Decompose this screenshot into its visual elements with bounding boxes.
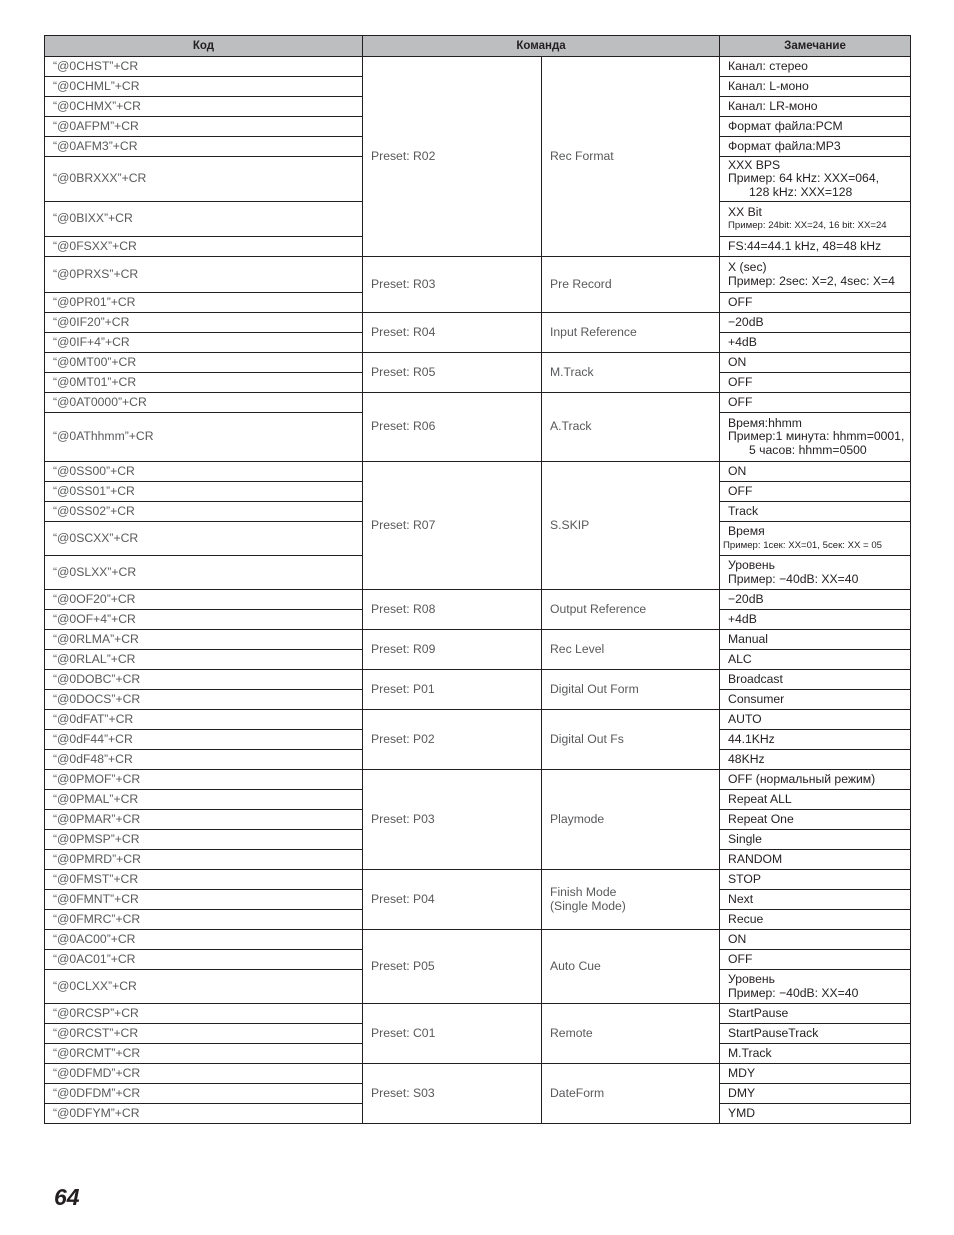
code-cell: “@0BIXX”+CR	[45, 202, 363, 237]
note-line: +4dB	[728, 611, 757, 626]
note-cell	[720, 353, 911, 373]
code-cell: “@0dF44”+CR	[45, 730, 363, 750]
note-cell	[720, 830, 911, 850]
note-cell	[720, 393, 911, 413]
note-line: Recue	[728, 911, 764, 926]
note-cell	[720, 97, 911, 117]
note-cell	[720, 910, 911, 930]
preset-cell: Preset: S03	[363, 1064, 542, 1124]
preset-cell: Preset: R02	[363, 57, 542, 257]
code-cell: “@0FMST”+CR	[45, 870, 363, 890]
note-line: −20dB	[728, 314, 764, 329]
note-cell	[720, 690, 911, 710]
note-cell	[720, 1064, 911, 1084]
code-cell: “@0PMOF”+CR	[45, 770, 363, 790]
code-cell: “@0SLXX”+CR	[45, 556, 363, 590]
code-cell: “@0MT00”+CR	[45, 353, 363, 373]
note-line: Next	[728, 891, 754, 906]
note-cell	[720, 333, 911, 353]
code-cell: “@0DFMD”+CR	[45, 1064, 363, 1084]
function-cell: Playmode	[542, 770, 720, 870]
note-cell	[720, 950, 911, 970]
note-line: Канал: стерео	[728, 58, 808, 73]
note-line: StartPauseTrack	[728, 1025, 819, 1040]
table-row	[45, 393, 911, 413]
code-cell: “@0PMAR”+CR	[45, 810, 363, 830]
code-cell: “@0RLMA”+CR	[45, 630, 363, 650]
note-cell	[720, 1024, 911, 1044]
note-line: XXX BPS	[728, 157, 781, 172]
preset-cell: Preset: P05	[363, 930, 542, 1004]
note-cell	[720, 502, 911, 522]
note-cell	[720, 870, 911, 890]
note-line: FS:44=44.1 kHz, 48=48 kHz	[728, 238, 882, 253]
code-cell: “@0CLXX”+CR	[45, 970, 363, 1004]
note-line: M.Track	[728, 1045, 772, 1060]
note-cell	[720, 77, 911, 97]
note-cell	[720, 313, 911, 333]
table-row	[45, 353, 911, 373]
note-line: Канал: L-моно	[728, 78, 809, 93]
note-line: Single	[728, 831, 762, 846]
preset-cell: Preset: P02	[363, 710, 542, 770]
preset-cell: Preset: R03	[363, 257, 542, 313]
note-cell	[720, 670, 911, 690]
note-cell	[720, 1084, 911, 1104]
table-row	[45, 1064, 911, 1084]
note-line: StartPause	[728, 1005, 789, 1020]
code-cell: “@0DFDM”+CR	[45, 1084, 363, 1104]
note-cell	[720, 157, 911, 202]
function-cell: A.Track	[542, 393, 720, 462]
note-line: −20dB	[728, 591, 764, 606]
table-body	[45, 57, 911, 1124]
header-command: Команда	[363, 36, 720, 57]
function-cell: Rec Level	[542, 630, 720, 670]
note-cell	[720, 257, 911, 293]
code-cell: “@0AThhmm”+CR	[45, 413, 363, 462]
note-cell	[720, 770, 911, 790]
code-cell: “@0AC01”+CR	[45, 950, 363, 970]
note-line: MDY	[728, 1065, 756, 1080]
function-cell: Output Reference	[542, 590, 720, 630]
code-cell: “@0dF48”+CR	[45, 750, 363, 770]
note-cell	[720, 1104, 911, 1124]
note-line: OFF	[728, 483, 753, 498]
note-cell	[720, 630, 911, 650]
note-line: 44.1KHz	[728, 731, 775, 746]
function-cell: DateForm	[542, 1064, 720, 1124]
function-cell: Auto Cue	[542, 930, 720, 1004]
note-line: Пример: 24bit: XX=24, 16 bit: XX=24	[728, 220, 887, 231]
code-cell: “@0BRXXX”+CR	[45, 157, 363, 202]
code-cell: “@0PMSP”+CR	[45, 830, 363, 850]
table-row	[45, 1004, 911, 1024]
function-cell: Pre Record	[542, 257, 720, 313]
note-line: YMD	[728, 1105, 756, 1120]
note-line: XX Bit	[728, 204, 762, 219]
table-header-row	[45, 36, 911, 57]
code-cell: “@0FSXX”+CR	[45, 237, 363, 257]
note-cell	[720, 750, 911, 770]
code-cell: “@0IF20”+CR	[45, 313, 363, 333]
note-line: OFF	[728, 374, 753, 389]
table-row	[45, 257, 911, 293]
command-table	[44, 35, 911, 1124]
table-row	[45, 57, 911, 77]
note-cell	[720, 117, 911, 137]
code-cell: “@0OF20”+CR	[45, 590, 363, 610]
code-cell: “@0dFAT”+CR	[45, 710, 363, 730]
note-line: RANDOM	[728, 851, 783, 866]
code-cell: “@0RLAL”+CR	[45, 650, 363, 670]
table-row	[45, 630, 911, 650]
note-line: ON	[728, 463, 747, 478]
note-cell	[720, 970, 911, 1004]
code-cell: “@0MT01”+CR	[45, 373, 363, 393]
code-cell: “@0OF+4”+CR	[45, 610, 363, 630]
header-code: Код	[45, 36, 363, 57]
code-cell: “@0FMRC”+CR	[45, 910, 363, 930]
preset-cell: Preset: R05	[363, 353, 542, 393]
code-cell: “@0DFYM”+CR	[45, 1104, 363, 1124]
note-cell	[720, 790, 911, 810]
note-cell	[720, 590, 911, 610]
note-cell	[720, 1004, 911, 1024]
code-cell: “@0SS00”+CR	[45, 462, 363, 482]
code-cell: “@0SS01”+CR	[45, 482, 363, 502]
note-line: Пример: −40dB: XX=40	[728, 571, 859, 586]
code-cell: “@0CHML”+CR	[45, 77, 363, 97]
code-cell: “@0DOBC”+CR	[45, 670, 363, 690]
note-line: X (sec)	[728, 260, 767, 274]
note-line: DMY	[728, 1085, 756, 1100]
note-line: Repeat One	[728, 811, 794, 826]
note-line: Время:hhmm	[728, 415, 802, 430]
table-row	[45, 313, 911, 333]
header-note: Замечание	[720, 36, 911, 57]
note-line: Уровень	[728, 558, 775, 572]
note-cell	[720, 810, 911, 830]
code-cell: “@0AC00”+CR	[45, 930, 363, 950]
code-cell: “@0PMAL”+CR	[45, 790, 363, 810]
note-line: OFF (нормальный режим)	[728, 771, 876, 786]
note-line: +4dB	[728, 334, 757, 349]
note-cell	[720, 482, 911, 502]
note-line: Формат файла:PCM	[728, 118, 843, 133]
note-line: Формат файла:MP3	[728, 138, 841, 153]
note-cell	[720, 930, 911, 950]
code-cell: “@0DOCS”+CR	[45, 690, 363, 710]
note-cell	[720, 850, 911, 870]
code-cell: “@0SCXX”+CR	[45, 522, 363, 556]
note-line: Пример: 2sec: X=2, 4sec: X=4	[728, 273, 895, 288]
note-line: Broadcast	[728, 671, 783, 686]
note-line: ON	[728, 354, 747, 369]
note-line: OFF	[728, 951, 753, 966]
code-cell: “@0IF+4”+CR	[45, 333, 363, 353]
function-cell: M.Track	[542, 353, 720, 393]
note-line: Пример:1 минута: hhmm=0001,	[728, 429, 905, 444]
preset-cell: Preset: P01	[363, 670, 542, 710]
note-line: 128 kHz: XXX=128	[749, 184, 853, 199]
code-cell: “@0RCST”+CR	[45, 1024, 363, 1044]
preset-cell: Preset: P04	[363, 870, 542, 930]
code-cell: “@0AFPM”+CR	[45, 117, 363, 137]
note-line: 5 часов: hhmm=0500	[749, 442, 867, 457]
function-cell: Rec Format	[542, 57, 720, 257]
note-line: Manual	[728, 631, 768, 646]
note-cell	[720, 650, 911, 670]
note-line: Consumer	[728, 691, 785, 706]
note-cell	[720, 522, 911, 556]
table-row	[45, 462, 911, 482]
page-number: 64	[54, 1184, 80, 1210]
preset-cell: Preset: R08	[363, 590, 542, 630]
note-cell	[720, 413, 911, 462]
function-cell: Digital Out Form	[542, 670, 720, 710]
table-row	[45, 590, 911, 610]
note-line: ON	[728, 931, 747, 946]
code-cell: “@0FMNT”+CR	[45, 890, 363, 910]
note-cell	[720, 462, 911, 482]
note-line: STOP	[728, 871, 761, 886]
code-cell: “@0AFM3”+CR	[45, 137, 363, 157]
table-row	[45, 870, 911, 890]
note-line: ALC	[728, 651, 752, 666]
note-cell	[720, 237, 911, 257]
function-cell: Finish Mode (Single Mode)	[542, 870, 720, 930]
code-cell: “@0CHST”+CR	[45, 57, 363, 77]
note-cell	[720, 710, 911, 730]
note-line: Пример: 64 kHz: XXX=064,	[728, 171, 879, 186]
note-line: Пример: 1сек: XX=01, 5сек: XX = 05	[723, 539, 883, 551]
note-cell	[720, 137, 911, 157]
note-cell	[720, 202, 911, 237]
function-cell: Remote	[542, 1004, 720, 1064]
preset-cell: Preset: R06	[363, 393, 542, 462]
note-cell	[720, 730, 911, 750]
note-line: Repeat ALL	[728, 791, 792, 806]
table-row	[45, 770, 911, 790]
note-line: OFF	[728, 394, 753, 409]
code-cell: “@0CHMX”+CR	[45, 97, 363, 117]
preset-cell: Preset: R04	[363, 313, 542, 353]
note-line: OFF	[728, 294, 753, 309]
table-row	[45, 710, 911, 730]
note-cell	[720, 293, 911, 313]
table-row	[45, 930, 911, 950]
function-cell: Input Reference	[542, 313, 720, 353]
code-cell: “@0PRXS”+CR	[45, 257, 363, 293]
note-line: Пример: −40dB: XX=40	[728, 985, 859, 1000]
note-cell	[720, 890, 911, 910]
note-cell	[720, 1044, 911, 1064]
function-cell: S.SKIP	[542, 462, 720, 590]
code-cell: “@0PR01”+CR	[45, 293, 363, 313]
note-line: Track	[728, 503, 759, 518]
code-cell: “@0AT0000”+CR	[45, 393, 363, 413]
note-line: Уровень	[728, 972, 775, 986]
code-cell: “@0RCSP”+CR	[45, 1004, 363, 1024]
note-line: Время	[728, 524, 765, 538]
note-line: Канал: LR-моно	[728, 98, 818, 113]
function-cell: Digital Out Fs	[542, 710, 720, 770]
code-cell: “@0PMRD”+CR	[45, 850, 363, 870]
preset-cell: Preset: P03	[363, 770, 542, 870]
note-cell	[720, 373, 911, 393]
preset-cell: Preset: R09	[363, 630, 542, 670]
note-cell	[720, 556, 911, 590]
note-cell	[720, 57, 911, 77]
code-cell: “@0SS02”+CR	[45, 502, 363, 522]
code-cell: “@0RCMT”+CR	[45, 1044, 363, 1064]
note-cell	[720, 610, 911, 630]
preset-cell: Preset: R07	[363, 462, 542, 590]
preset-cell: Preset: C01	[363, 1004, 542, 1064]
note-line: 48KHz	[728, 751, 765, 766]
note-line: AUTO	[728, 711, 762, 726]
table-row	[45, 670, 911, 690]
